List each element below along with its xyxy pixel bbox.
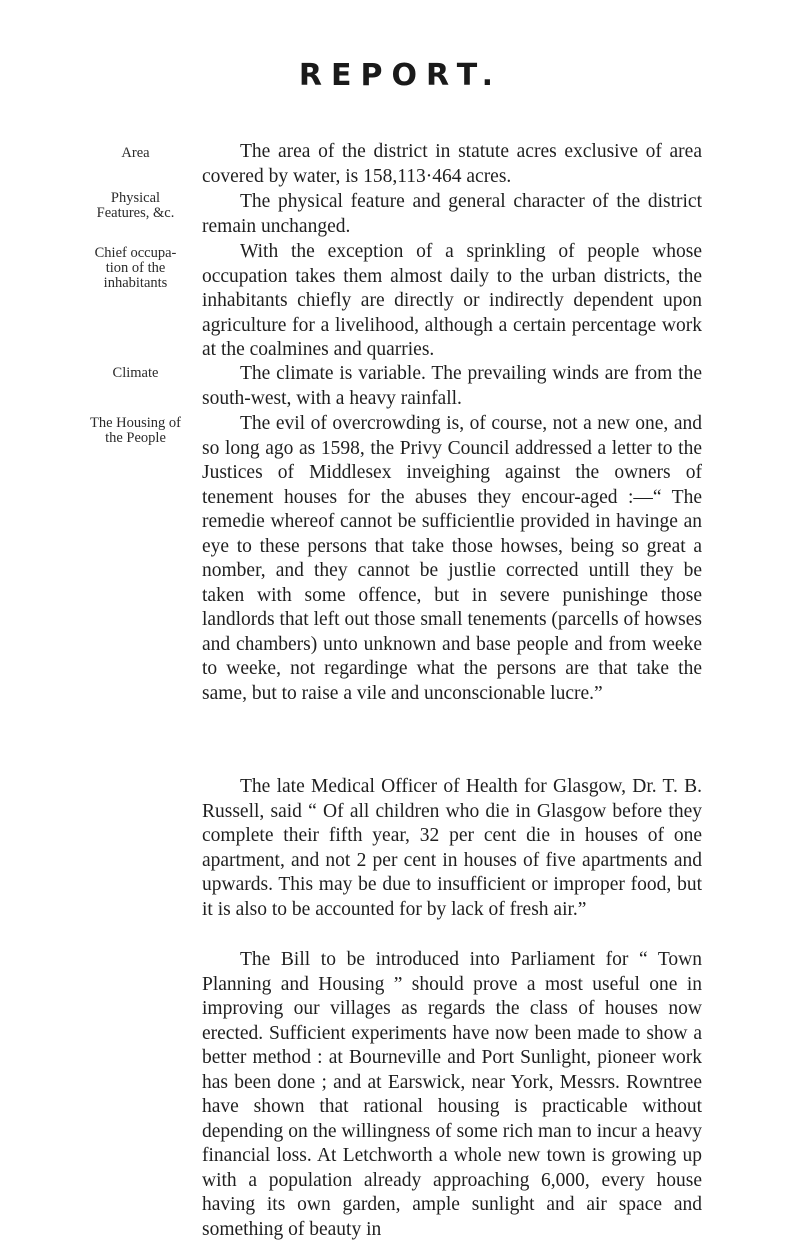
margin-note-chief-occupation: Chief occupa-tion of the inhabitants [94,245,177,291]
margin-note-climate: Climate [112,365,159,381]
paragraph-town-planning-bill: The Bill to be introduced into Parliament for “ Town Planning and Housing ” should prove a most useful one in improving our villages as regards the class of houses now erected. Sufficient experiments have now been made to show a better method : at Bourneville and Port Sunlight, pioneer work has been done ; and at Earswick, near York, Messrs. Rowntree have shown that rational housing is practicable without depending on the willingness of some rich man to incur a heavy financial loss. At Letchworth a whole new town is growing up with a population already approaching 6,000, every house having its own garden, ample sunlight and air space and something of beauty in [202,949,702,1240]
margin-note-housing: The Housing of the People [89,415,181,446]
paragraph-chief-occupation: With the exception of a sprinkling of people whose occupation takes them almost daily to the urban districts, the inhabitants chiefly are directly or indirectly dependent upon agriculture for a livelihood, although a certain percentage work at the coalmines and quarries. [202,241,702,360]
margin-note-area: Area [121,145,150,161]
report-heading: REPORT. [298,58,503,93]
paragraph-russell-quote: The late Medical Officer of Health for Glasgow, Dr. T. B. Russell, said “ Of all children who die in Glasgow before they complete their fifth year, 32 per cent die in houses of one apartment, and not 2 per cent in houses of five apartments and upwards. This may be due to insufficient or improper food, but it is also to be accounted for by lack of fresh air.” [202,776,702,920]
paragraph-climate: The climate is variable. The prevailing winds are from the south-west, with a heavy rainfall. [202,363,702,409]
paragraph-area: The area of the district in statute acres exclusive of area covered by water, is 158,113·464 acres. [202,141,702,187]
paragraph-housing: The evil of overcrowding is, of course, not a new one, and so long ago as 1598, the Privy Council addressed a letter to the Justices of Middlesex inveighing against the owners of tenement houses for the abuses they encour-aged :—“ The remedie whereof cannot be sufficientlie provided in havinge an eye to these persons that take those howses, being so great a nomber, and they cannot be justlie corrected untill they be taken with some offence, but in severe punishinge those landlords that left out those small tenements (parcells of howses and chambers) unto unknown and base people and from weeke to weeke, not regardinge what the persons are that take the same, but to raise a vile and unconscionable lucre.” [202,413,702,704]
paragraph-physical-features: The physical feature and general character of the district remain unchanged. [202,191,702,237]
margin-note-physical-features: Physical Features, &c. [96,190,175,221]
